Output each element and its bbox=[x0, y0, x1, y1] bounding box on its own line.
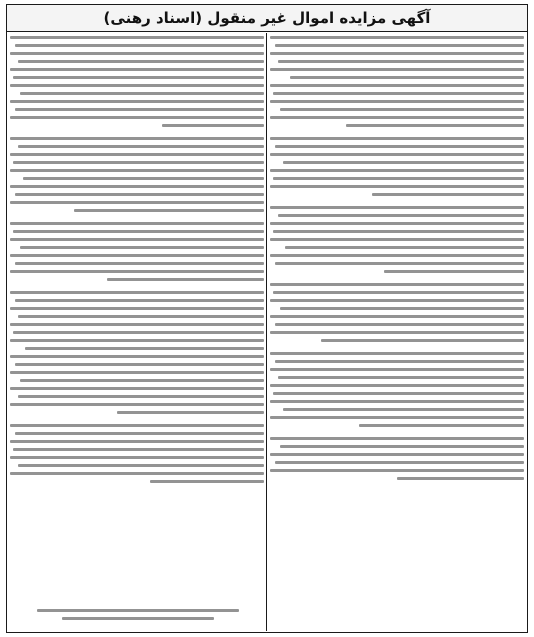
notice-title: آگهی مزایده اموال غیر منقول (اسناد رهنی) bbox=[7, 5, 527, 32]
left-paragraph-1 bbox=[10, 36, 264, 127]
left-column bbox=[10, 36, 264, 628]
notice-footer bbox=[12, 609, 264, 625]
right-paragraph-6 bbox=[270, 437, 524, 480]
left-paragraph-4 bbox=[10, 291, 264, 414]
right-paragraph-4 bbox=[270, 283, 524, 342]
right-paragraph-5 bbox=[270, 352, 524, 427]
left-paragraph-5 bbox=[10, 424, 264, 483]
right-paragraph-2 bbox=[270, 137, 524, 196]
right-paragraph-1 bbox=[270, 36, 524, 127]
left-paragraph-3 bbox=[10, 222, 264, 281]
right-paragraph-3 bbox=[270, 206, 524, 273]
left-paragraph-2 bbox=[10, 137, 264, 212]
right-column bbox=[270, 36, 524, 628]
column-divider bbox=[266, 33, 267, 631]
